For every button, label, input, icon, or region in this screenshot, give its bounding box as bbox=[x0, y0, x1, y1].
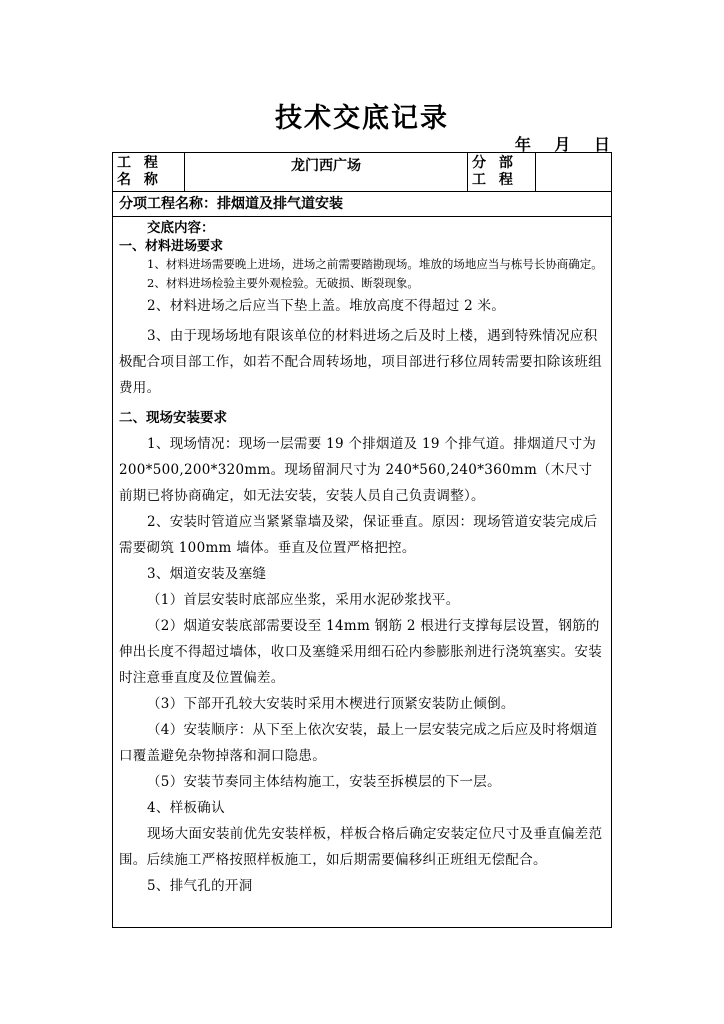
section2-para11: 5、排气孔的开洞 bbox=[147, 878, 253, 894]
section2-para10: 现场大面安装前优先安装样板，样板合格后确定安装定位尺寸及垂直偏差范围。后续施工严格按照样板施工，如后期需要偏移纠正班组无偿配合。 bbox=[119, 826, 603, 868]
subproject-value bbox=[536, 153, 613, 191]
section1-para2: 2、材料进场检验主要外观检验。无破损、断裂现象。 bbox=[147, 276, 419, 290]
project-name-value: 龙门西广场 bbox=[185, 153, 468, 191]
subproject-label: 分 部 工 程 bbox=[468, 153, 536, 191]
section2-para2: 2、安装时管道应当紧紧靠墙及梁，保证垂直。原因：现场管道安装完成后需要砌筑 100mm 墙体。垂直及位置严格把控。 bbox=[119, 514, 598, 556]
section2-para3: 3、烟道安装及塞缝 bbox=[147, 566, 267, 582]
section2-para1: 1、现场情况：现场一层需要 19 个排烟道及 19 个排气道。排烟道尺寸为 200*500,200*320mm。现场留洞尺寸为 240*560,240*360mm（木尺寸前期已将协商确定，如无法安装，安装人员自己负责调整）。 bbox=[119, 436, 597, 504]
record-table bbox=[112, 152, 612, 928]
section2-para7: （4）安装顺序：从下至上依次安装，最上一层安装完成之后应及时将烟道口覆盖避免杂物掉落和洞口隐患。 bbox=[119, 722, 598, 764]
section2-para9: 4、样板确认 bbox=[147, 800, 225, 816]
section2-para5: （2）烟道安装底部需要设至 14mm 钢筋 2 根进行支撑每层设置，钢筋的伸出长度不得超过墙体，收口及塞缝采用细石砼内参膨胀剂进行浇筑塞实。安装时注意垂直度及位置偏差。 bbox=[119, 618, 602, 686]
section2-title: 二、现场安装要求 bbox=[119, 410, 227, 426]
item-name-row: 分项工程名称：排烟道及排气道安装 bbox=[113, 191, 611, 217]
section1-para1: 1、材料进场需要晚上进场，进场之前需要踏勘现场。堆放的场地应当与栋号长协商确定。 bbox=[147, 257, 603, 271]
section1-title: 一、材料进场要求 bbox=[119, 239, 224, 254]
section2-para6: （3）下部开孔较大安装时采用木楔进行顶紧安装防止倾倒。 bbox=[147, 696, 515, 712]
header-row bbox=[113, 153, 611, 192]
content-intro: 交底内容： bbox=[147, 220, 215, 236]
section1-para4: 3、由于现场场地有限该单位的材料进场之后及时上楼，遇到特殊情况应积极配合项目部工作，如若不配合周转场地，项目部进行移位周转需要扣除该班组费用。 bbox=[119, 328, 602, 396]
document-title: 技术交底记录 bbox=[275, 103, 449, 134]
date-line: 年 月 日 bbox=[514, 135, 612, 154]
section2-para4: （1）首层安装时底部应坐浆，采用水泥砂浆找平。 bbox=[147, 592, 460, 608]
project-name-label: 工 程 名 称 bbox=[113, 153, 185, 191]
section2-para8: （5）安装节奏同主体结构施工，安装至拆模层的下一层。 bbox=[147, 774, 501, 790]
content-area bbox=[113, 217, 611, 899]
section1-para3: 2、材料进场之后应当下垫上盖。堆放高度不得超过 2 米。 bbox=[147, 298, 506, 314]
